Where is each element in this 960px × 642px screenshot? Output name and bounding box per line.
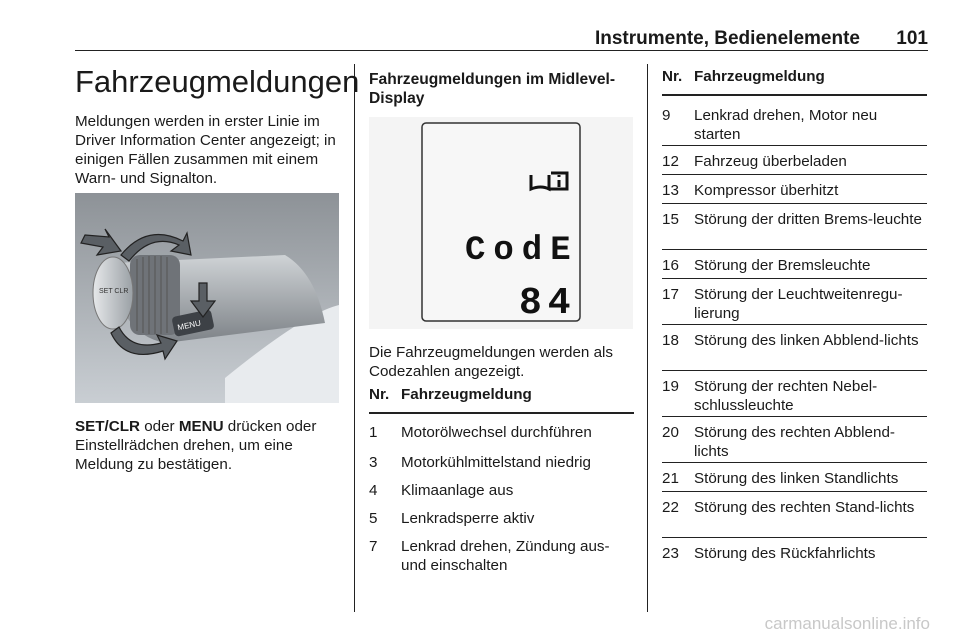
row-text: Lenkrad drehen, Zündung aus- und einschalten <box>401 538 610 574</box>
table-row <box>662 538 927 567</box>
header-nr: Nr. <box>369 386 390 403</box>
watermark: carmanualsonline.info <box>764 614 930 633</box>
message-table-middle <box>369 386 634 577</box>
row-text: Störung der Leuchtweitenregu-lierung <box>694 286 903 322</box>
table-row <box>662 492 927 538</box>
header-rule <box>75 50 928 51</box>
menu-label: MENU <box>176 318 202 333</box>
row-nr: 20 <box>662 424 679 441</box>
row-nr: 7 <box>369 538 378 555</box>
row-text: Störung der Bremsleuchte <box>694 257 871 274</box>
row-text: Störung der rechten Nebel-schlussleuchte <box>694 378 878 414</box>
instruction-paragraph <box>75 417 343 474</box>
row-nr: 9 <box>662 107 671 124</box>
display-code-value: 84 <box>519 282 577 325</box>
page-number: 101 <box>896 28 928 49</box>
intro-paragraph: Meldungen werden in erster Linie im Driver Information Center angezeigt; in einigen Fällen zusammen mit einem Warn- und Signalton. <box>75 113 336 187</box>
table-row <box>662 175 927 204</box>
row-text: Lenkradsperre aktiv <box>401 510 535 527</box>
row-nr: 16 <box>662 257 679 274</box>
row-nr: 3 <box>369 454 378 471</box>
row-nr: 1 <box>369 424 378 441</box>
row-nr: 18 <box>662 332 679 349</box>
table-row <box>662 204 927 250</box>
row-text: Kompressor überhitzt <box>694 182 839 199</box>
set-clr-key: SET/CLR <box>75 418 140 435</box>
instruction-rest: drücken oder Einstellrädchen drehen, um eine Meldung zu bestätigen. <box>75 418 317 473</box>
header-nr: Nr. <box>662 68 683 85</box>
table-row <box>662 325 927 371</box>
row-text: Motorkühlmittelstand niedrig <box>401 454 591 471</box>
or-text: oder <box>139 418 179 435</box>
row-text: Störung des linken Abblend-lichts <box>694 332 919 349</box>
row-text: Störung des Rückfahrlichts <box>694 545 876 562</box>
row-text: Störung der dritten Brems-leuchte <box>694 211 922 228</box>
table-row <box>662 250 927 279</box>
table-row <box>662 96 927 146</box>
sub-heading: Fahrzeugmeldungen im Midlevel-Display <box>369 71 616 107</box>
row-nr: 19 <box>662 378 679 395</box>
header-message: Fahrzeugmeldung <box>694 68 825 85</box>
table-row <box>662 463 927 492</box>
menu-key: MENU <box>178 418 224 435</box>
table-row <box>369 414 634 447</box>
row-nr: 12 <box>662 153 679 170</box>
row-text: Störung des rechten Stand-lichts <box>694 499 915 516</box>
row-nr: 23 <box>662 545 679 562</box>
row-text: Klimaanlage aus <box>401 482 514 499</box>
row-text: Motorölwechsel durchführen <box>401 424 592 441</box>
table-header <box>369 386 634 414</box>
midlevel-display-illustration <box>369 117 633 329</box>
table-row <box>662 146 927 175</box>
steering-lever-photo <box>75 193 339 403</box>
row-nr: 21 <box>662 470 679 487</box>
row-text: Störung des rechten Abblend-lichts <box>694 424 895 460</box>
column-divider-right <box>647 64 648 612</box>
section-heading: Fahrzeugmeldungen <box>75 64 360 99</box>
set-clr-label: SET CLR <box>99 288 129 295</box>
row-text: Lenkrad drehen, Motor neu starten <box>694 107 878 143</box>
table-row <box>662 279 927 325</box>
table-row <box>662 417 927 463</box>
table-row <box>369 503 634 531</box>
row-nr: 22 <box>662 499 679 516</box>
row-nr: 4 <box>369 482 378 499</box>
table-row <box>369 447 634 475</box>
header-message: Fahrzeugmeldung <box>401 386 532 403</box>
row-nr: 13 <box>662 182 679 199</box>
page-header-title: Instrumente, Bedienelemente <box>594 28 860 49</box>
row-text: Störung des linken Standlichts <box>694 470 899 487</box>
row-nr: 17 <box>662 286 679 303</box>
table-row <box>369 531 634 577</box>
row-nr: 15 <box>662 211 679 228</box>
display-code-label: CodE <box>465 232 579 270</box>
row-nr: 5 <box>369 510 378 527</box>
table-row <box>662 371 927 417</box>
display-caption: Die Fahrzeugmeldungen werden als Codezahlen angezeigt. <box>369 344 613 380</box>
message-table-right <box>662 64 927 567</box>
table-header <box>662 64 927 96</box>
table-row <box>369 475 634 503</box>
row-text: Fahrzeug überbeladen <box>694 153 847 170</box>
column-divider-left <box>354 64 355 612</box>
